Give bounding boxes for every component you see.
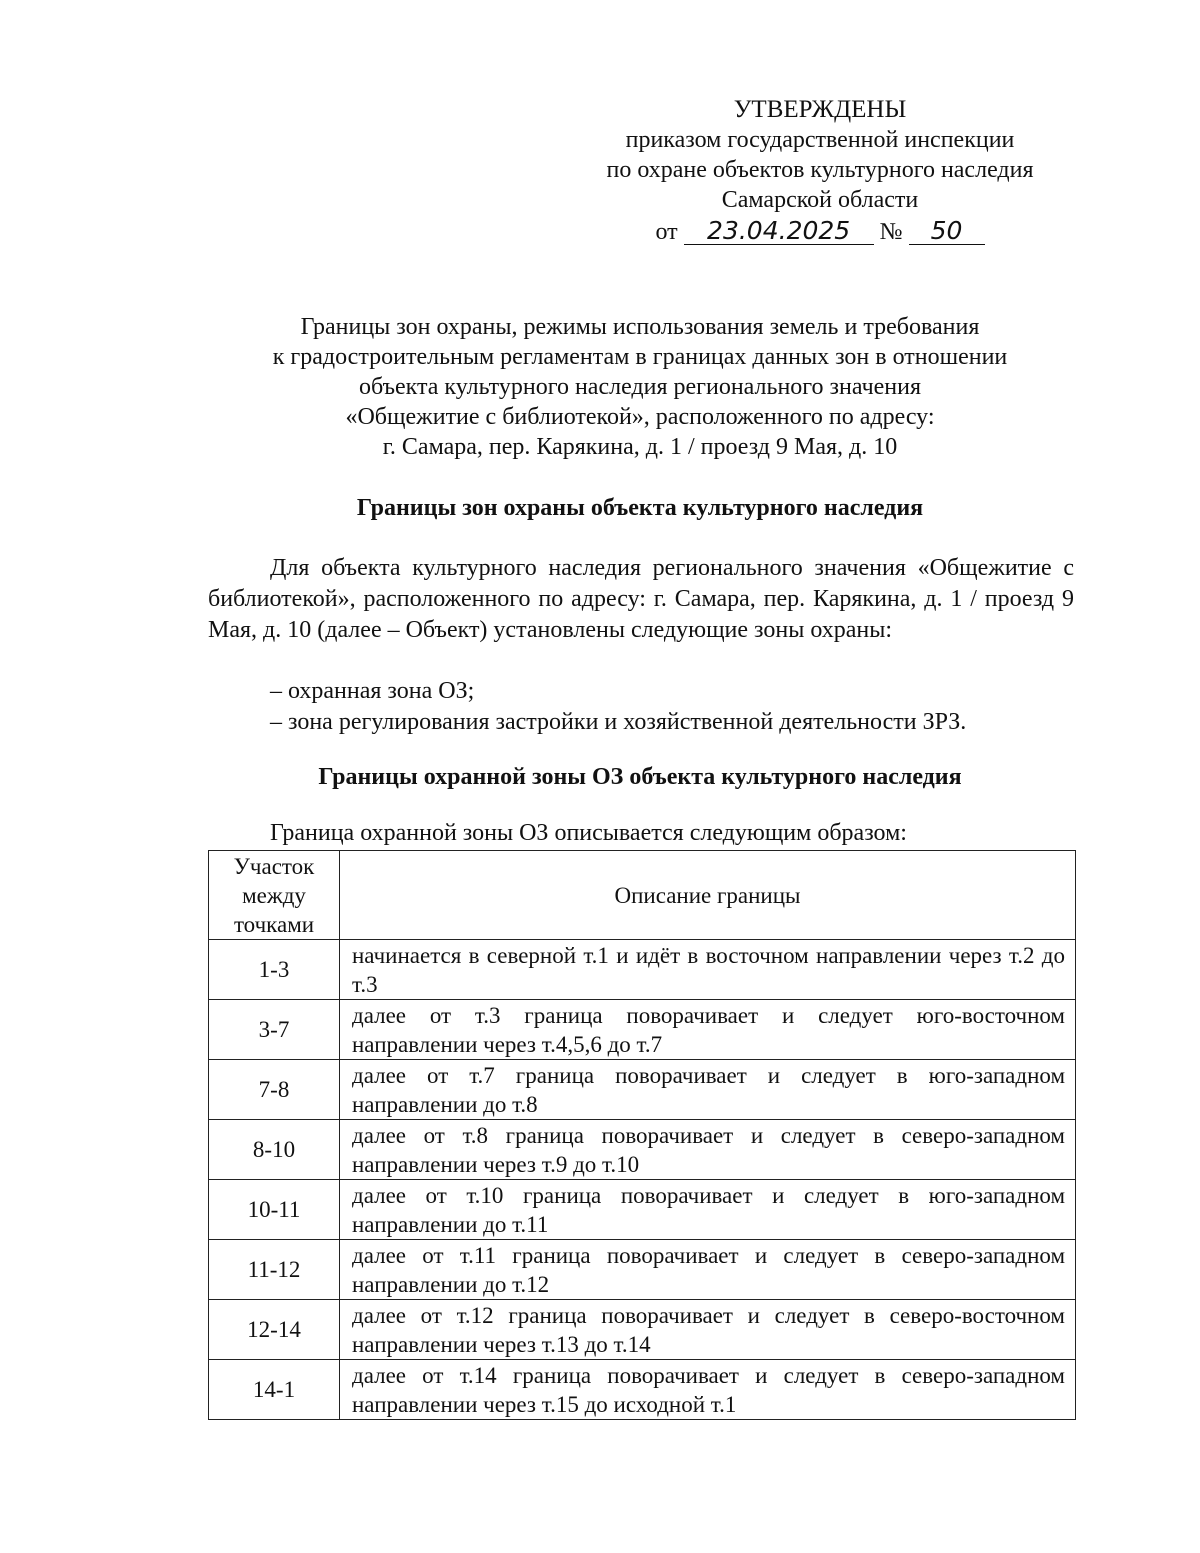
- document-title: [220, 312, 1060, 462]
- approval-block: [560, 95, 1080, 247]
- header-description: Описание границы: [340, 851, 1076, 940]
- list-item: – зона регулирования застройки и хозяйственной деятельности ЗРЗ.: [270, 709, 967, 735]
- approval-line: приказом государственной инспекции: [625, 127, 1015, 153]
- description-cell: далее от т.7 граница поворачивает и следует в юго-западном направлении до т.8: [340, 1060, 1076, 1120]
- description-cell: далее от т.8 граница поворачивает и следует в северо-западном направлении через т.9 до т.10: [340, 1120, 1076, 1180]
- section-heading-oz: Границы охранной зоны ОЗ объекта культурного наследия: [318, 764, 962, 790]
- table-header-row: [209, 851, 1076, 940]
- date-prefix: от: [655, 219, 678, 245]
- list-item: – охранная зона ОЗ;: [270, 678, 475, 704]
- header-segment-line: Участок: [233, 853, 315, 879]
- table-intro: Граница охранной зоны ОЗ описывается следующим образом:: [270, 820, 907, 846]
- approval-line: Самарской области: [721, 187, 919, 213]
- segment-cell: 14-1: [209, 1360, 340, 1420]
- table-row: [209, 1000, 1076, 1060]
- table-row: [209, 1180, 1076, 1240]
- title-line: г. Самара, пер. Карякина, д. 1 / проезд 9 Мая, д. 10: [382, 434, 898, 460]
- title-line: «Общежитие с библиотекой», расположенного по адресу:: [345, 404, 935, 430]
- description-cell: далее от т.11 граница поворачивает и следует в северо-западном направлении до т.12: [340, 1240, 1076, 1300]
- table-row: [209, 1360, 1076, 1420]
- segment-cell: 7-8: [209, 1060, 340, 1120]
- header-segment-line: точками: [233, 911, 315, 937]
- approval-line: по охране объектов культурного наследия: [606, 157, 1034, 183]
- segment-cell: 12-14: [209, 1300, 340, 1360]
- table-row: [209, 1300, 1076, 1360]
- header-segment-line: между: [242, 882, 306, 908]
- description-cell: начинается в северной т.1 и идёт в восточном направлении через т.2 до т.3: [340, 940, 1076, 1000]
- description-cell: далее от т.12 граница поворачивает и следует в северо-восточном направлении через т.13 до т.14: [340, 1300, 1076, 1360]
- description-cell: далее от т.3 граница поворачивает и следует юго-восточном направлении через т.4,5,6 до т.7: [340, 1000, 1076, 1060]
- handwritten-number: 50: [909, 218, 985, 245]
- section-heading-zones: Границы зон охраны объекта культурного наследия: [356, 495, 924, 521]
- description-cell: далее от т.10 граница поворачивает и следует в юго-западном направлении до т.11: [340, 1180, 1076, 1240]
- segment-cell: 8-10: [209, 1120, 340, 1180]
- body-paragraph: Для объекта культурного наследия регионального значения «Общежитие с библиотекой», расположенного по адресу: г. Самара, пер. Карякина, д. 1 / проезд 9 Мая, д. 10 (далее – Объект) установлены следующие зоны охраны:: [208, 555, 1074, 643]
- title-line: Границы зон охраны, режимы использования земель и требования: [300, 314, 980, 340]
- segment-cell: 3-7: [209, 1000, 340, 1060]
- header-segment: [209, 851, 340, 940]
- approval-title: УТВЕРЖДЕНЫ: [733, 96, 907, 123]
- table-row: [209, 1120, 1076, 1180]
- segment-cell: 1-3: [209, 940, 340, 1000]
- boundary-table: [208, 850, 1076, 1420]
- zone-list: [270, 676, 1090, 738]
- segment-cell: 10-11: [209, 1180, 340, 1240]
- title-line: к градостроительным регламентам в границах данных зон в отношении: [272, 344, 1008, 370]
- approval-date-line: [560, 217, 1080, 247]
- table-row: [209, 1060, 1076, 1120]
- segment-cell: 11-12: [209, 1240, 340, 1300]
- title-line: объекта культурного наследия регионального значения: [358, 374, 922, 400]
- description-cell: далее от т.14 граница поворачивает и следует в северо-западном направлении через т.15 до исходной т.1: [340, 1360, 1076, 1420]
- table-row: [209, 1240, 1076, 1300]
- table-row: [209, 940, 1076, 1000]
- number-prefix: №: [879, 219, 903, 245]
- handwritten-date: 23.04.2025: [684, 218, 874, 245]
